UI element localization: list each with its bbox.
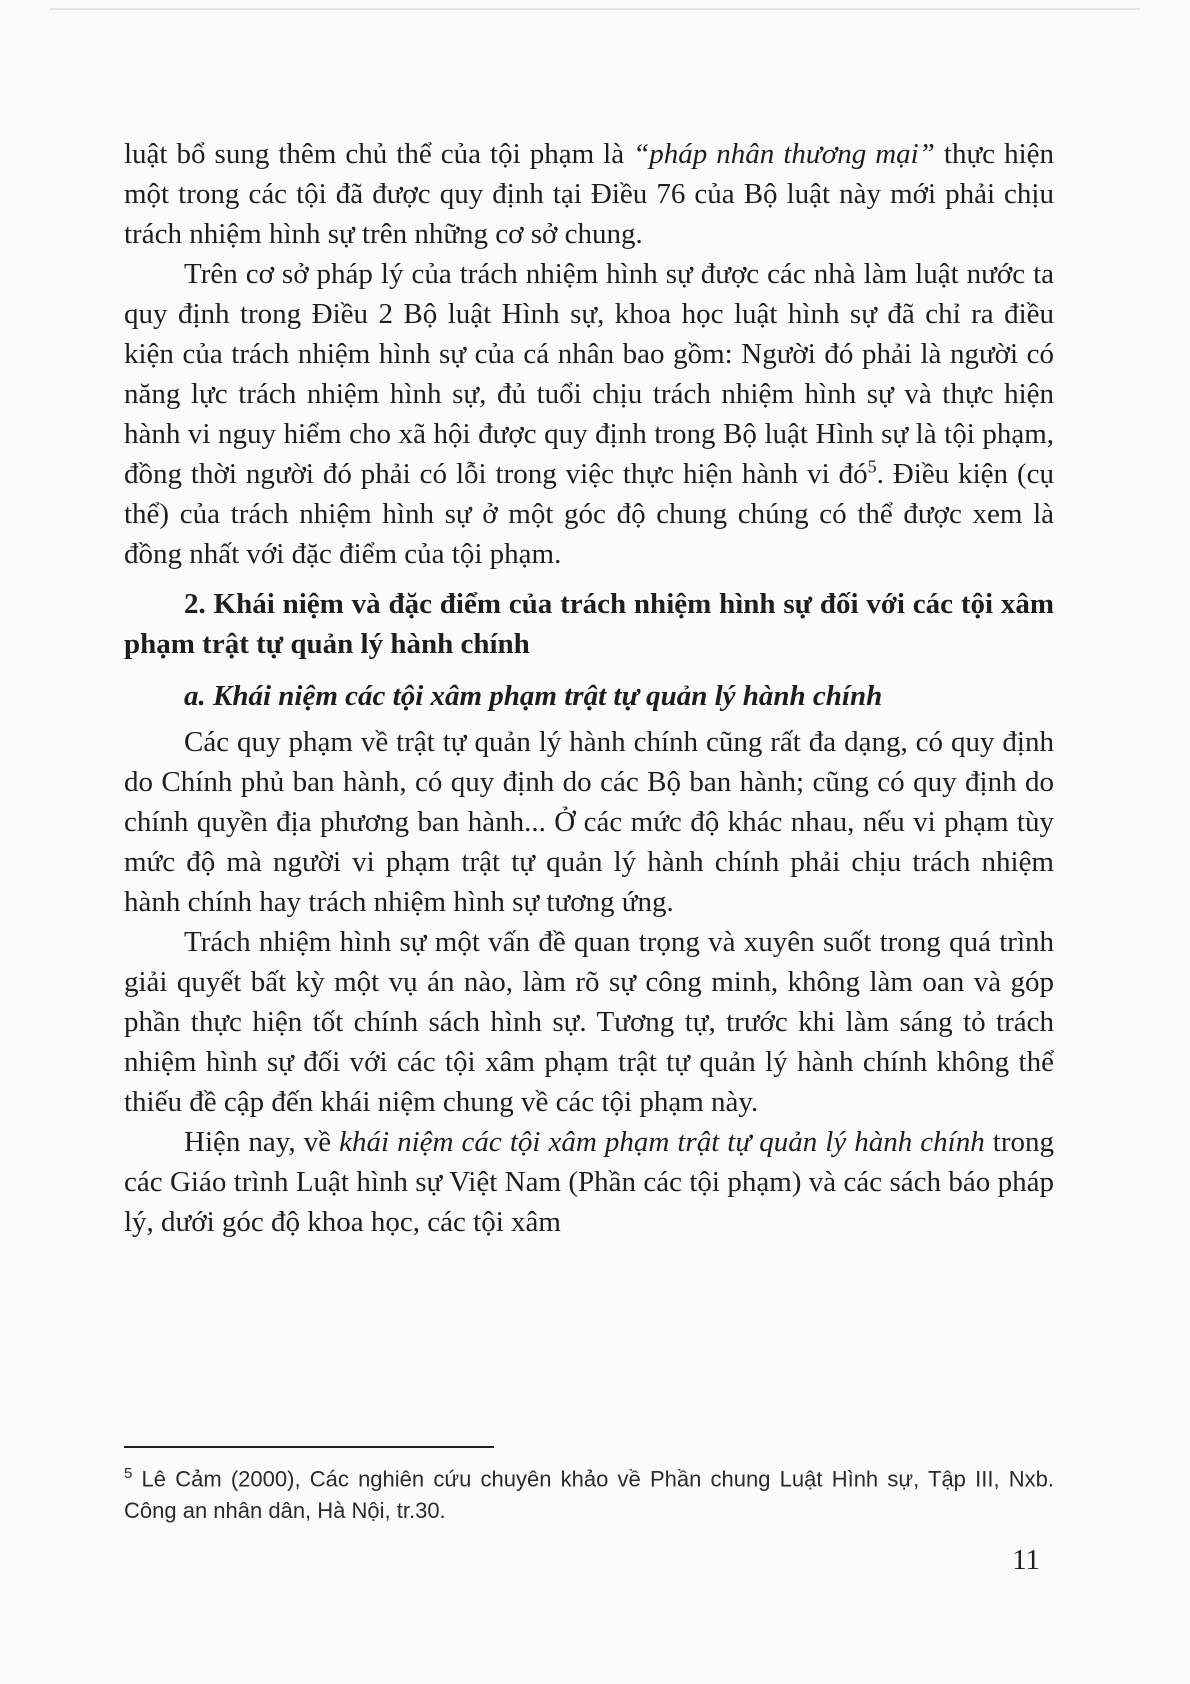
footnote-divider — [124, 1446, 494, 1448]
paragraph-1-italic: “pháp nhân thương mại” — [633, 138, 935, 170]
paragraph-2-text: Trên cơ sở pháp lý của trách nhiệm hình sự được các nhà làm luật nước ta quy định trong Điều 2 Bộ luật Hình sự, khoa học luật hình sự đã chỉ ra điều kiện của trách nhiệm hình sự của cá nhân bao gồm: Người đó phải là người có năng lực trách nhiệm hình sự, đủ tuổi chịu trách nhiệm hình sự và thực hiện hành vi nguy hiểm cho xã hội được quy định trong Bộ luật Hình sự là tội phạm, đồng thời người đó phải có lỗi trong việc thực hiện hành vi đó — [124, 258, 1054, 490]
footnote-reference[interactable]: 5 — [867, 456, 877, 477]
page-body — [124, 134, 1054, 1242]
paragraph-2-text-end: . Điều kiện (cụ thể) của trách nhiệm hình sự ở một góc độ chung chúng có thể được xem là đồng nhất với đặc điểm của tội phạm. — [124, 458, 1054, 570]
paragraph-1-text: luật bổ sung thêm chủ thể của tội phạm là — [124, 138, 634, 170]
scan-edge — [50, 8, 1140, 10]
paragraph-5-text: Hiện nay, về — [184, 1126, 340, 1158]
paragraph-5 — [124, 1122, 1054, 1242]
paragraph-3: Các quy phạm về trật tự quản lý hành chính cũng rất đa dạng, có quy định do Chính phủ ban hành, có quy định do các Bộ ban hành; cũng có quy định do chính quyền địa phương ban hành... Ở các mức độ khác nhau, nếu vi phạm tùy mức độ mà người vi phạm trật tự quản lý hành chính phải chịu trách nhiệm hành chính hay trách nhiệm hình sự tương ứng. — [124, 726, 1054, 918]
footnote-text: Lê Cảm (2000), Các nghiên cứu chuyên khảo về Phần chung Luật Hình sự, Tập III, Nxb. Công an nhân dân, Hà Nội, tr.30. — [124, 1466, 1054, 1524]
paragraph-5-italic: khái niệm các tội xâm phạm trật tự quản lý hành chính — [339, 1126, 985, 1158]
section-heading: 2. Khái niệm và đặc điểm của trách nhiệm hình sự đối với các tội xâm phạm trật tự quản lý hành chính — [124, 588, 1054, 660]
paragraph-5-text-end: trong các Giáo trình Luật hình sự Việt Nam (Phần các tội phạm) và các sách báo pháp lý, dưới góc độ khoa học, các tội xâm — [124, 1126, 1055, 1238]
paragraph-1-text-end: thực hiện một trong các tội đã được quy định tại Điều 76 của Bộ luật này mới phải chịu trách nhiệm hình sự trên những cơ sở chung. — [124, 138, 1055, 250]
subsection-heading: a. Khái niệm các tội xâm phạm trật tự quản lý hành chính — [184, 680, 883, 712]
paragraph-2 — [124, 254, 1054, 574]
paragraph-1 — [124, 134, 1054, 254]
paragraph-4: Trách nhiệm hình sự một vấn đề quan trọng và xuyên suốt trong quá trình giải quyết bất kỳ một vụ án nào, làm rõ sự công minh, không làm oan và góp phần thực hiện tốt chính sách hình sự. Tương tự, trước khi làm sáng tỏ trách nhiệm hình sự đối với các tội xâm phạm trật tự quản lý hành chính không thể thiếu đề cập đến khái niệm chung về các tội phạm này. — [124, 926, 1054, 1118]
footnote-mark: 5 — [124, 1465, 133, 1482]
footnote — [124, 1458, 1054, 1527]
page-number: 11 — [1012, 1544, 1040, 1576]
